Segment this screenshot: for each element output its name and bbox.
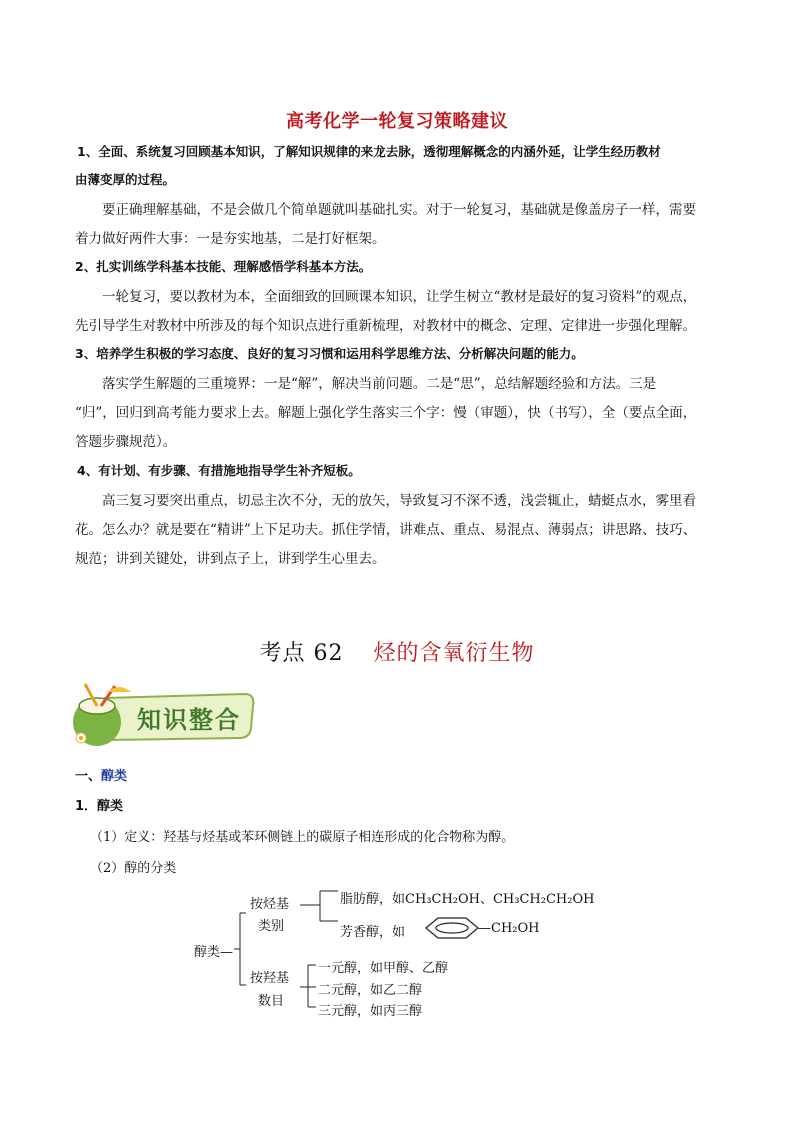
strategy-3-body-c: 答题步骤规范）。: [75, 434, 177, 450]
subsection-label: 醇类: [97, 799, 124, 814]
section-heading: [75, 765, 127, 784]
branch-hydrocarbon-a: 按烃基: [250, 897, 290, 912]
branch-hydroxyl-b: 数目: [258, 994, 285, 1009]
page-title: 高考化学一轮复习策略建议: [286, 111, 508, 132]
section-prefix: 一、: [75, 769, 102, 784]
definition-text: （1）定义：羟基与烃基或苯环侧链上的碳原子相连形成的化合物称为醇。: [90, 830, 515, 845]
leaf-aliphatic-alcohol: 脂肪醇，如CH₃CH₂OH、CH₃CH₂CH₂OH: [340, 892, 595, 907]
branch-hydroxyl-a: 按羟基: [250, 971, 290, 986]
strategy-2-body-a: 一轮复习，要以教材为本，全面细致的回顾课本知识，让学生树立“教材是最好的复习资料”的观点，: [102, 289, 697, 305]
branch-hydrocarbon-b: 类别: [258, 919, 285, 934]
leaf-trihydric: 三元醇，如丙三醇: [318, 1004, 423, 1019]
strategy-4-heading: 4、有计划、有步骤、有措施地指导学生补齐短板。: [77, 463, 361, 478]
strategy-2-heading: 2、扎实训练学科基本技能、理解感悟学科基本方法。: [75, 259, 372, 274]
classification-heading: （2）醇的分类: [90, 861, 177, 876]
subsection-heading: [75, 795, 123, 814]
strategy-1-body-b: 着力做好两件大事：一是夯实地基，二是打好框架。: [75, 231, 386, 247]
topic-name: 烃的含氧衍生物: [373, 641, 535, 666]
strategy-4-body-b: 花。怎么办？就是要在“精讲”上下足功夫。抓住学情，讲难点、重点、易混点、薄弱点；讲思路、技巧、: [75, 522, 697, 538]
topic-number: 考点 62: [259, 641, 344, 666]
badge-label: 知识整合: [137, 706, 241, 734]
strategy-4-body-a: 高三复习要突出重点，切忌主次不分，无的放矢，导致复习不深不透，浅尝辄止，蜻蜓点水，雾里看: [102, 493, 696, 509]
strategy-1-body-a: 要正确理解基础，不是会做几个简单题就叫基础扎实。对于一轮复习，基础就是像盖房子一样，需要: [102, 202, 696, 218]
strategy-3-body-b: “归”，回归到高考能力要求上去。解题上强化学生落实三个字：慢（审题），快（书写），全（要点全面，: [75, 405, 697, 421]
diagram-root: 醇类—: [194, 945, 234, 960]
strategy-1-heading-a: 1、全面、系统复习回顾基本知识，了解知识规律的来龙去脉，透彻理解概念的内涵外延，让学生经历教材: [77, 144, 661, 159]
leaf-aromatic-group: —CH₂OH: [478, 921, 540, 936]
leaf-monohydric: 一元醇，如甲醇、乙醇: [318, 961, 449, 976]
strategy-3-heading: 3、培养学生积极的学习态度、良好的复习习惯和运用科学思维方法、分析解决问题的能力。: [75, 346, 584, 361]
strategy-1-heading-b: 由薄变厚的过程。: [75, 172, 176, 187]
leaf-dihydric: 二元醇，如乙二醇: [318, 983, 423, 998]
strategy-3-body-a: 落实学生解题的三重境界：一是“解”，解决当前问题。二是“思”，总结解题经验和方法。三是: [102, 376, 657, 392]
knowledge-badge: [67, 682, 257, 756]
alcohol-classification-diagram: [180, 885, 620, 1025]
strategy-2-body-b: 先引导学生对教材中所涉及的每个知识点进行重新梳理，对教材中的概念、定理、定律进一步强化理解。: [75, 318, 696, 334]
leaf-aromatic-alcohol: 芳香醇，如: [340, 925, 406, 940]
topic-heading: [0, 636, 794, 667]
section-label: 醇类: [101, 769, 128, 784]
subsection-number: 1．: [75, 799, 98, 814]
strategy-4-body-c: 规范；讲到关键处，讲到点子上，讲到学生心里去。: [75, 551, 386, 567]
